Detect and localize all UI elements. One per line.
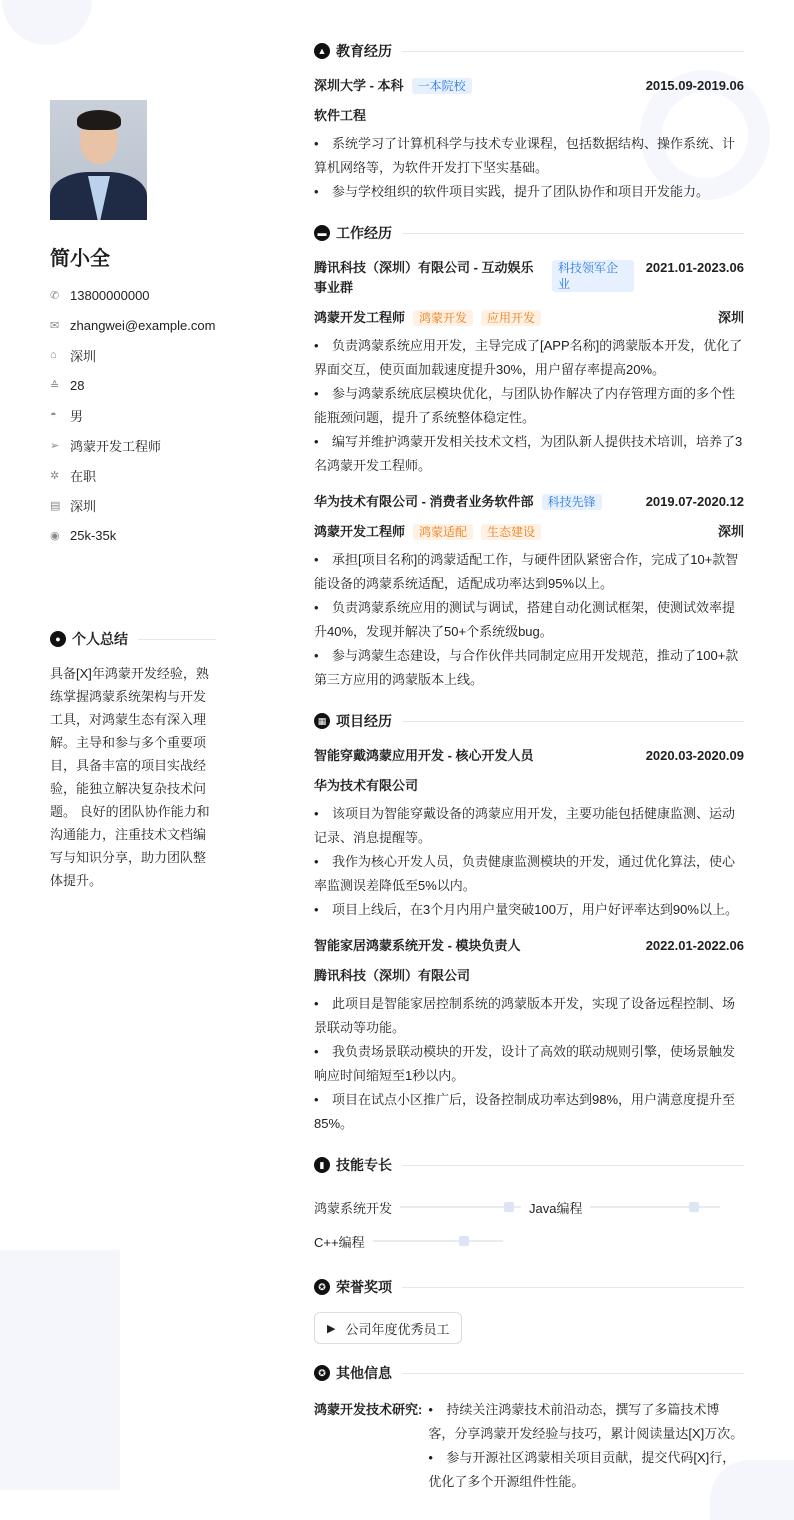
bar-chart-icon: ▮ xyxy=(314,1157,330,1173)
entry-date: 2021.01-2023.06 xyxy=(645,260,744,275)
bullet-item: • 参与学校组织的软件项目实践，提升了团队协作和项目开发能力。 xyxy=(314,180,744,204)
skills-list xyxy=(314,1190,744,1258)
entry-left xyxy=(314,76,472,96)
bullet-list xyxy=(314,992,744,1136)
bullet-item: • 项目上线后，在3个月内用户量突破100万，用户好评率达到90%以上。 xyxy=(314,898,744,922)
section-title: 荣誉奖项 xyxy=(336,1279,392,1295)
section-title: 项目经历 xyxy=(336,713,392,729)
skills-section xyxy=(314,1154,744,1258)
bullet-item: • 我负责场景联动模块的开发，设计了高效的联动规则引擎，使场景触发响应时间缩短至1秒以内。 xyxy=(314,1040,744,1088)
role-left xyxy=(314,522,541,542)
tag-badge: 一本院校 xyxy=(412,78,472,94)
section-title: 教育经历 xyxy=(336,43,392,59)
bullet-item: • 参与鸿蒙系统底层模块优化，与团队协作解决了内存管理方面的多个性能瓶颈问题，提升了系统整体稳定性。 xyxy=(314,382,744,430)
company-name: 腾讯科技（深圳）有限公司 - 互动娱乐事业群 xyxy=(314,260,534,295)
skill-level-bar xyxy=(400,1206,521,1208)
section-header xyxy=(314,40,744,62)
bullet-item: • 我作为核心开发人员，负责健康监测模块的开发，通过优化算法，使心率监测误差降低至5%以内。 xyxy=(314,850,744,898)
bullet-item: • 此项目是智能家居控制系统的鸿蒙版本开发，实现了设备远程控制、场景联动等功能。 xyxy=(314,992,744,1040)
award-item[interactable] xyxy=(314,1312,462,1344)
skill-item xyxy=(314,1190,529,1224)
bullet-list xyxy=(428,1398,744,1494)
bullet-item: • 持续关注鸿蒙技术前沿动态，撰写了多篇技术博客，分享鸿蒙开发经验与技巧，累计阅读量达[X]万次。 xyxy=(428,1398,744,1446)
grid-icon: ▦ xyxy=(314,713,330,729)
tag-badge: 科技领军企业 xyxy=(552,260,634,292)
project-name: 智能穿戴鸿蒙应用开发 - 核心开发人员 xyxy=(314,748,534,763)
role-title: 鸿蒙开发工程师 xyxy=(314,524,406,539)
divider xyxy=(402,51,744,52)
play-icon: ▶ xyxy=(327,1322,336,1335)
role-row xyxy=(314,308,744,328)
city: 深圳 xyxy=(717,310,744,325)
divider xyxy=(402,721,744,722)
education-section xyxy=(314,40,744,204)
info-item xyxy=(50,370,216,400)
info-item xyxy=(50,310,216,340)
info-item xyxy=(50,460,216,490)
section-header xyxy=(314,222,744,244)
entry-date: 2020.03-2020.09 xyxy=(645,748,744,763)
bullet-item: • 参与鸿蒙生态建设，与合作伙伴共同制定应用开发规范，推动了100+款第三方应用的鸿蒙版本上线。 xyxy=(314,644,744,692)
entry-left xyxy=(314,258,634,298)
entry-left xyxy=(314,492,602,512)
major-name: 软件工程 xyxy=(314,108,367,123)
skill-name: C++编程 xyxy=(314,1234,365,1250)
info-value: 13800000000 xyxy=(70,287,150,303)
project-entry xyxy=(314,746,744,766)
org-name: 华为技术有限公司 xyxy=(314,778,419,793)
info-item xyxy=(50,430,216,460)
work-entry xyxy=(314,258,744,298)
send-icon: ➢ xyxy=(50,439,60,452)
projects-section xyxy=(314,710,744,1136)
skill-level-bar xyxy=(373,1240,503,1242)
section-title: 技能专长 xyxy=(336,1157,392,1173)
skill-name: 鸿蒙系统开发 xyxy=(314,1200,393,1216)
section-header xyxy=(314,1154,744,1176)
award-icon: ✪ xyxy=(314,1279,330,1295)
phone-icon: ✆ xyxy=(50,289,60,302)
info-value: 深圳 xyxy=(70,348,97,364)
section-header xyxy=(314,710,744,732)
skill-name: Java编程 xyxy=(529,1200,583,1216)
role-left xyxy=(314,308,541,328)
bullet-list xyxy=(314,548,744,692)
skill-level-thumb xyxy=(459,1236,469,1246)
bullet-item: • 承担[项目名称]的鸿蒙适配工作，与硬件团队紧密合作，完成了10+款智能设备的鸿蒙系统适配，适配成功率达到95%以上。 xyxy=(314,548,744,596)
info-icon: ✪ xyxy=(314,1365,330,1381)
skill-level-bar xyxy=(590,1206,720,1208)
candidate-name: 简小全 xyxy=(50,248,110,270)
project-org xyxy=(314,776,744,796)
info-value: zhangwei@example.com xyxy=(70,317,216,333)
work-section xyxy=(314,222,744,692)
gender-icon: ◓ xyxy=(50,409,57,421)
other-label: 鸿蒙开发技术研究: xyxy=(314,1402,423,1417)
bullet-item: • 系统学习了计算机科学与技术专业课程，包括数据结构、操作系统、计算机网络等，为软件开发打下坚实基础。 xyxy=(314,132,744,180)
org-name: 腾讯科技（深圳）有限公司 xyxy=(314,968,471,983)
divider xyxy=(402,233,744,234)
mail-icon: ✉ xyxy=(50,319,60,332)
status-icon: ✲ xyxy=(50,469,60,482)
role-row xyxy=(314,522,744,542)
project-org xyxy=(314,966,744,986)
bullet-list xyxy=(314,334,744,478)
building-icon: ▤ xyxy=(50,499,61,512)
info-item xyxy=(50,490,216,520)
education-entry xyxy=(314,76,744,96)
bullet-item: • 负责鸿蒙系统应用的测试与调试，搭建自动化测试框架，使测试效率提升40%，发现并解决了50+个系统级bug。 xyxy=(314,596,744,644)
summary-section xyxy=(50,628,216,892)
project-name: 智能家居鸿蒙系统开发 - 模块负责人 xyxy=(314,938,521,953)
school-name: 深圳大学 - 本科 xyxy=(314,78,404,93)
info-item xyxy=(50,400,216,430)
briefcase-icon: ▬ xyxy=(314,225,330,241)
info-value: 在职 xyxy=(70,468,97,484)
tag-badge: 鸿蒙适配 xyxy=(413,524,473,540)
skill-item xyxy=(314,1224,529,1258)
graduation-cap-icon: ▲ xyxy=(314,43,330,59)
city: 深圳 xyxy=(717,524,744,539)
avatar-photo xyxy=(50,100,147,220)
bullet-item: • 负责鸿蒙系统应用开发，主导完成了[APP名称]的鸿蒙版本开发，优化了界面交互，使页面加载速度提升30%，用户留存率提高20%。 xyxy=(314,334,744,382)
bullet-item: • 该项目为智能穿戴设备的鸿蒙应用开发，主要功能包括健康监测、运动记录、消息提醒等。 xyxy=(314,802,744,850)
divider xyxy=(402,1287,744,1288)
summary-text: 具备[X]年鸿蒙开发经验，熟练掌握鸿蒙系统架构与开发工具，对鸿蒙生态有深入理解。主导和参与多个重要项目，具备丰富的项目实战经验，能独立解决复杂技术问题。 良好的团队协作能力和沟通能力，注重技术文档编写与知识分享，助力团队整体提升。 xyxy=(50,666,210,888)
user-icon: ● xyxy=(50,631,66,647)
tag-badge: 科技先锋 xyxy=(542,494,602,510)
section-title: 其他信息 xyxy=(336,1365,392,1381)
skill-level-thumb xyxy=(689,1202,699,1212)
tag-badge: 鸿蒙开发 xyxy=(413,310,473,326)
section-header xyxy=(314,1362,744,1384)
work-entry xyxy=(314,492,744,512)
project-entry xyxy=(314,936,744,956)
divider xyxy=(402,1373,744,1374)
info-item xyxy=(50,520,216,550)
awards-section xyxy=(314,1276,744,1344)
bullet-list xyxy=(314,802,744,922)
age-icon: ≙ xyxy=(50,379,60,392)
section-title: 工作经历 xyxy=(336,225,392,241)
tag-badge: 应用开发 xyxy=(481,310,541,326)
bullet-item: • 项目在试点小区推广后，设备控制成功率达到98%，用户满意度提升至85%。 xyxy=(314,1088,744,1136)
decor-circle xyxy=(2,0,92,45)
bullet-list xyxy=(314,132,744,204)
info-value: 鸿蒙开发工程师 xyxy=(70,438,162,454)
entry-date: 2015.09-2019.06 xyxy=(645,78,744,93)
skill-item xyxy=(529,1190,744,1224)
divider xyxy=(138,639,216,640)
info-item xyxy=(50,340,216,370)
other-item xyxy=(314,1398,744,1494)
info-value: 28 xyxy=(70,377,85,393)
role-title: 鸿蒙开发工程师 xyxy=(314,310,406,325)
other-section xyxy=(314,1362,744,1494)
section-header xyxy=(314,1276,744,1298)
skill-level-thumb xyxy=(504,1202,514,1212)
section-title: 个人总结 xyxy=(72,631,128,647)
sidebar xyxy=(50,100,216,892)
bullet-item: • 参与开源社区鸿蒙相关项目贡献，提交代码[X]行，优化了多个开源组件性能。 xyxy=(428,1446,744,1494)
award-name: 公司年度优秀员工 xyxy=(345,1321,450,1337)
tag-badge: 生态建设 xyxy=(481,524,541,540)
contact-info xyxy=(50,280,216,550)
salary-icon: ◉ xyxy=(50,529,60,542)
entry-date: 2022.01-2022.06 xyxy=(645,938,744,953)
main-content xyxy=(314,40,744,1512)
divider xyxy=(402,1165,744,1166)
info-value: 25k-35k xyxy=(70,527,117,543)
home-icon: ⌂ xyxy=(50,349,57,361)
bullet-item: • 编写并维护鸿蒙开发相关技术文档，为团队新人提供技术培训，培养了3名鸿蒙开发工程师。 xyxy=(314,430,744,478)
info-item xyxy=(50,280,216,310)
major xyxy=(314,106,744,126)
info-value: 男 xyxy=(70,408,84,424)
info-value: 深圳 xyxy=(70,498,97,514)
entry-date: 2019.07-2020.12 xyxy=(645,494,744,509)
decor-rect xyxy=(0,1250,120,1490)
company-name: 华为技术有限公司 - 消费者业务软件部 xyxy=(314,494,534,509)
